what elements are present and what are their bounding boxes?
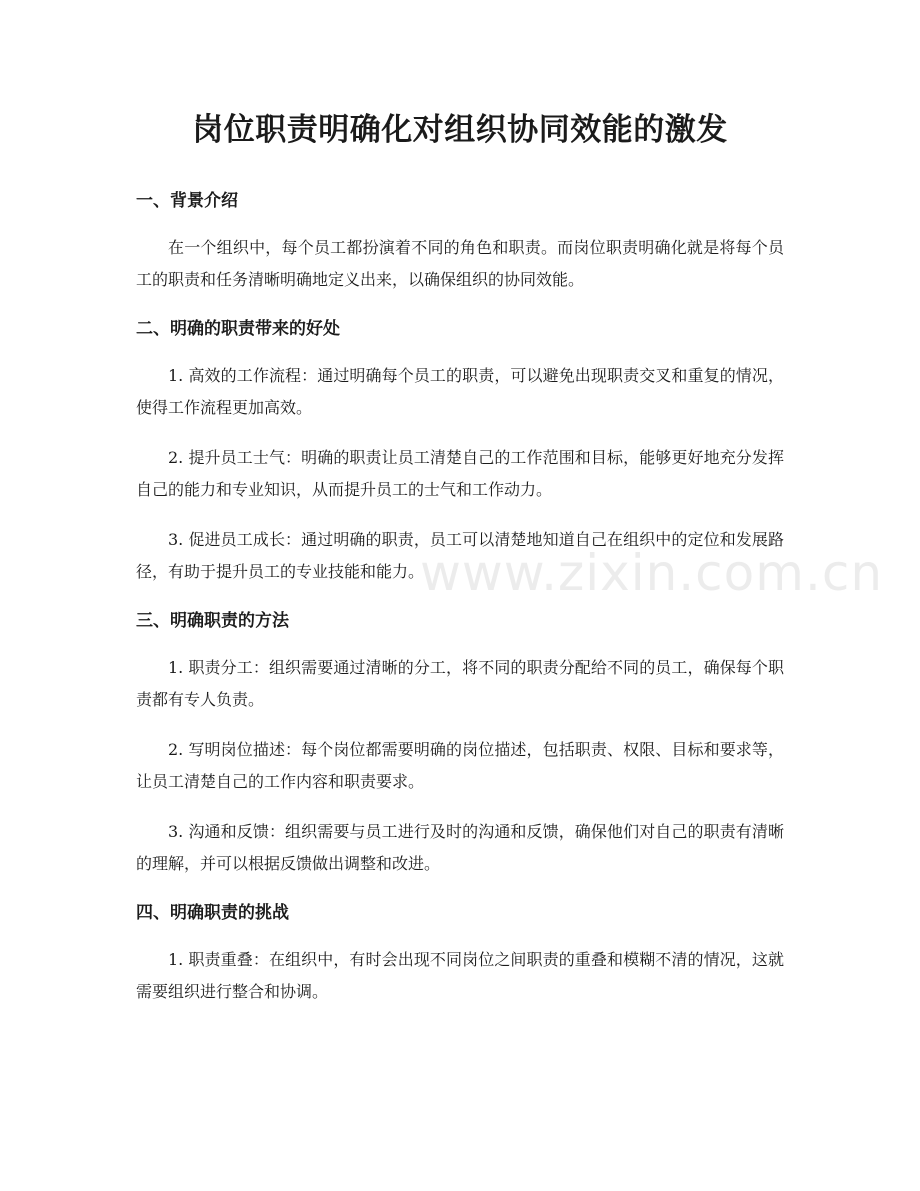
section-background — [136, 186, 784, 296]
section-heading: 二、明确的职责带来的好处 — [136, 319, 340, 339]
watermark-text: www.zixin.com.cn — [420, 544, 884, 602]
section-heading: 四、明确职责的挑战 — [136, 903, 289, 923]
document-body — [136, 186, 784, 1026]
paragraph: 3. 沟通和反馈：组织需要与员工进行及时的沟通和反馈，确保他们对自己的职责有清晰的理解，并可以根据反馈做出调整和改进。 — [136, 822, 784, 873]
paragraph: 在一个组织中，每个员工都扮演着不同的角色和职责。而岗位职责明确化就是将每个员工的职责和任务清晰明确地定义出来，以确保组织的协同效能。 — [136, 238, 784, 289]
paragraph: 1. 高效的工作流程：通过明确每个员工的职责，可以避免出现职责交叉和重复的情况，使得工作流程更加高效。 — [136, 366, 784, 417]
paragraph: 2. 写明岗位描述：每个岗位都需要明确的岗位描述，包括职责、权限、目标和要求等，让员工清楚自己的工作内容和职责要求。 — [136, 740, 784, 791]
document-title: 岗位职责明确化对组织协同效能的激发 — [192, 112, 728, 148]
section-heading: 三、明确职责的方法 — [136, 611, 289, 631]
section-challenges — [136, 898, 784, 1008]
paragraph: 1. 职责分工：组织需要通过清晰的分工，将不同的职责分配给不同的员工，确保每个职责都有专人负责。 — [136, 658, 784, 709]
paragraph: 3. 促进员工成长：通过明确的职责，员工可以清楚地知道自己在组织中的定位和发展路径，有助于提升员工的专业技能和能力。 — [136, 530, 784, 581]
section-heading: 一、背景介绍 — [136, 191, 238, 211]
paragraph: 2. 提升员工士气：明确的职责让员工清楚自己的工作范围和目标，能够更好地充分发挥自己的能力和专业知识，从而提升员工的士气和工作动力。 — [136, 448, 784, 499]
section-methods — [136, 606, 784, 880]
paragraph: 1. 职责重叠：在组织中，有时会出现不同岗位之间职责的重叠和模糊不清的情况，这就需要组织进行整合和协调。 — [136, 950, 784, 1001]
section-benefits — [136, 314, 784, 588]
